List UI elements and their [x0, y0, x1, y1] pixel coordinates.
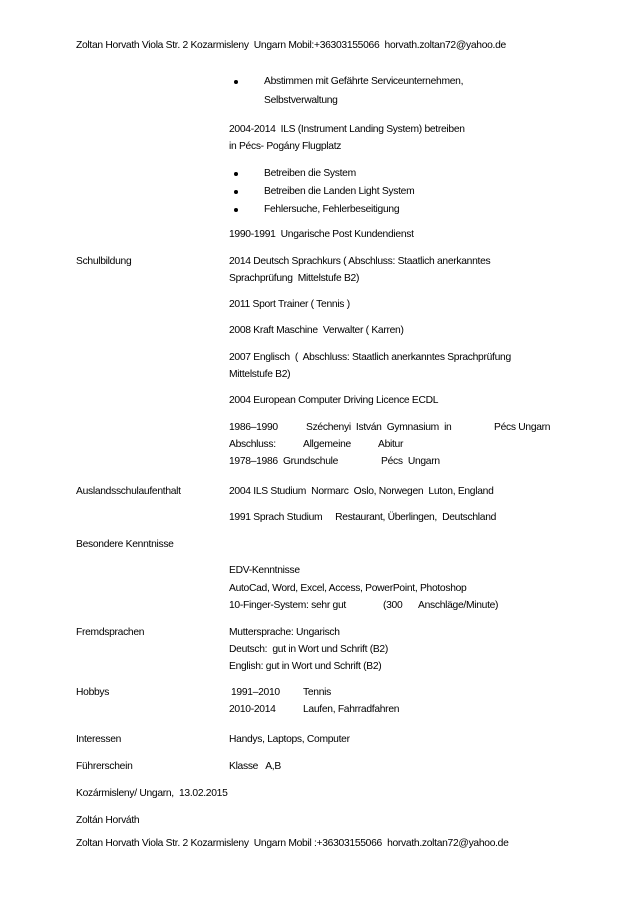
section-label-fremdsprachen: Fremdsprachen	[76, 627, 145, 638]
education-place: Pécs Ungarn	[494, 422, 551, 433]
section-label-schulbildung: Schulbildung	[76, 256, 132, 267]
work-bullet-text: Abstimmen mit Gefährte Serviceunternehmen,	[264, 76, 464, 87]
skills-line: Anschläge/Minute)	[418, 600, 499, 611]
education-entry-cont: Mittelstufe B2)	[229, 369, 291, 380]
hobby-years: 1991–2010	[231, 687, 280, 698]
skills-line: AutoCad, Word, Excel, Access, PowerPoint, Photoshop	[229, 583, 467, 594]
education-abitur: Abitur	[378, 439, 404, 450]
section-label-hobbys: Hobbys	[76, 687, 110, 698]
education-abschluss: Abschluss:	[229, 439, 276, 450]
interests-value: Handys, Laptops, Computer	[229, 734, 350, 745]
education-entry: 1978–1986 Grundschule	[229, 456, 339, 467]
section-label-interessen: Interessen	[76, 734, 122, 745]
abroad-entry: 2004 ILS Studium Normarc Oslo, Norwegen Luton, England	[229, 486, 494, 497]
education-years: 1986–1990	[229, 422, 278, 433]
education-entry: 2008 Kraft Maschine Verwalter ( Karren)	[229, 325, 404, 336]
education-entry: 2011 Sport Trainer ( Tennis )	[229, 299, 350, 310]
education-entry: 2004 European Computer Driving Licence ECDL	[229, 395, 439, 406]
language-line: English: gut in Wort und Schrift (B2)	[229, 661, 382, 672]
language-line: Muttersprache: Ungarisch	[229, 627, 340, 638]
education-allgemeine: Allgemeine	[303, 439, 351, 450]
work-bullet-text-cont: Selbstverwaltung	[264, 95, 338, 106]
section-label-fuehrerschein: Führerschein	[76, 761, 133, 772]
work-entry: 2004-2014 ILS (Instrument Landing System) betreiben	[229, 124, 465, 135]
bullet-icon	[234, 208, 238, 212]
place-date: Kozármisleny/ Ungarn, 13.02.2015	[76, 788, 228, 799]
work-bullet-text: Betreiben die Landen Light System	[264, 186, 415, 197]
skills-line: 10-Finger-System: sehr gut	[229, 600, 346, 611]
page-footer: Zoltan Horvath Viola Str. 2 Kozarmisleny Ungarn Mobil :+36303155066 horvath.zoltan72@yahoo.de	[76, 838, 509, 849]
language-line: Deutsch: gut in Wort und Schrift (B2)	[229, 644, 388, 655]
work-bullet-text: Fehlersuche, Fehlerbeseitigung	[264, 204, 400, 215]
education-place: Pécs Ungarn	[381, 456, 440, 467]
signature-name: Zoltán Horváth	[76, 815, 140, 826]
skills-line: EDV-Kenntnisse	[229, 565, 300, 576]
section-label-ausland: Auslandsschulaufenthalt	[76, 486, 181, 497]
education-school: Széchenyi István Gymnasium in	[306, 422, 452, 433]
bullet-icon	[234, 172, 238, 176]
bullet-icon	[234, 190, 238, 194]
work-entry-cont: in Pécs- Pogány Flugplatz	[229, 141, 342, 152]
work-entry: 1990-1991 Ungarische Post Kundendienst	[229, 229, 414, 240]
license-value: Klasse A,B	[229, 761, 281, 772]
work-bullet-text: Betreiben die System	[264, 168, 356, 179]
education-entry-cont: Sprachprüfung Mittelstufe B2)	[229, 273, 360, 284]
skills-line: (300	[383, 600, 403, 611]
hobby-name: Laufen, Fahrradfahren	[303, 704, 400, 715]
page-header: Zoltan Horvath Viola Str. 2 Kozarmisleny Ungarn Mobil:+36303155066 horvath.zoltan72@yahoo.de	[76, 40, 506, 51]
hobby-years: 2010-2014	[229, 704, 276, 715]
bullet-icon	[234, 80, 238, 84]
section-label-besondere: Besondere Kenntnisse	[76, 539, 174, 550]
abroad-entry: 1991 Sprach Studium Restaurant, Überlingen, Deutschland	[229, 512, 497, 523]
hobby-name: Tennis	[303, 687, 331, 698]
education-entry: 2007 Englisch ( Abschluss: Staatlich anerkanntes Sprachprüfung	[229, 352, 511, 363]
education-entry: 2014 Deutsch Sprachkurs ( Abschluss: Staatlich anerkanntes	[229, 256, 491, 267]
